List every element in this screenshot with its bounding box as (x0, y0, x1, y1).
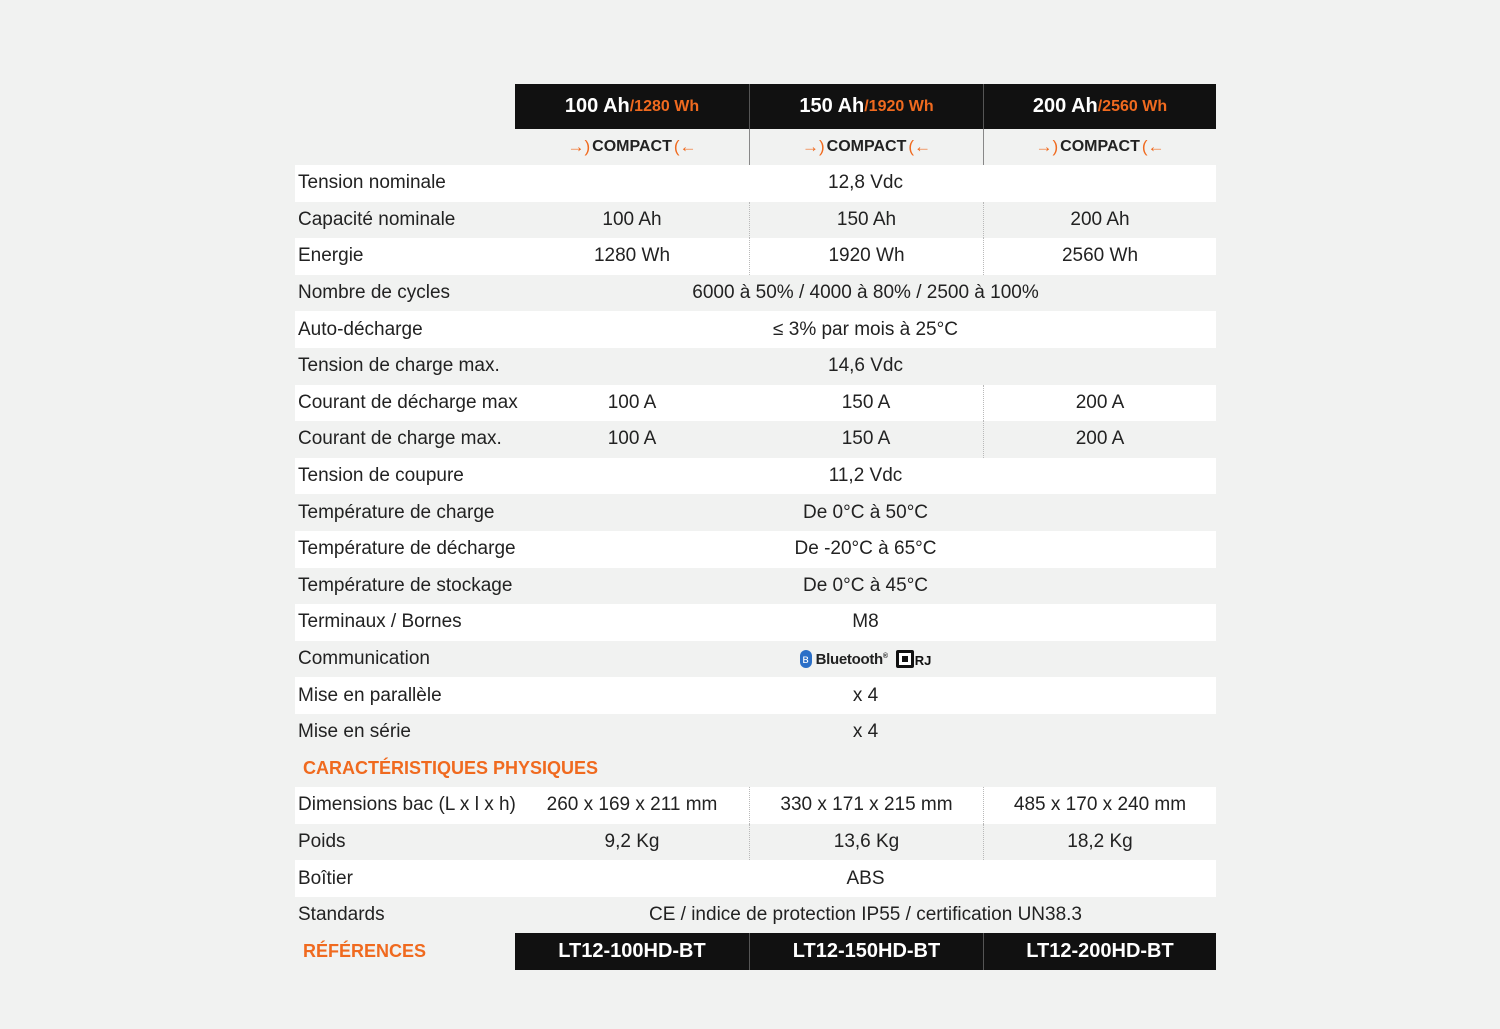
table-row (295, 348, 1216, 385)
reference-code: LT12-200HD-BT (983, 933, 1216, 970)
row-value: 1920 Wh (749, 238, 983, 275)
row-label: Poids (298, 830, 346, 852)
row-value: 2560 Wh (983, 238, 1216, 275)
compact-row (295, 129, 1216, 165)
table-row (295, 714, 1216, 751)
table-row (295, 202, 1216, 239)
row-value: M8 (852, 611, 879, 633)
compact-spacer (295, 129, 515, 165)
row-value: 6000 à 50% / 4000 à 80% / 2500 à 100% (692, 282, 1039, 304)
table-row (295, 494, 1216, 531)
section-title: CARACTÉRISTIQUES PHYSIQUES (303, 758, 599, 779)
bluetooth-logo-text: Bluetooth® (815, 650, 888, 668)
row-value: 150 A (841, 428, 891, 450)
arrow-left-icon: (← (1141, 137, 1165, 156)
row-value: 9,2 Kg (604, 830, 660, 852)
row-value: 485 x 170 x 240 mm (983, 787, 1216, 824)
row-value: x 4 (852, 721, 879, 743)
row-label: Mise en parallèle (298, 684, 442, 706)
arrow-left-icon: (← (673, 137, 697, 156)
row-label: Température de décharge (298, 538, 516, 560)
table-row (295, 311, 1216, 348)
references-title: RÉFÉRENCES (303, 941, 427, 962)
table-row (295, 641, 1216, 678)
row-value: 150 A (841, 391, 891, 413)
table-row (295, 238, 1216, 275)
header-spacer (295, 84, 515, 129)
row-value: 260 x 169 x 211 mm (546, 794, 718, 816)
table-row (295, 568, 1216, 605)
compact-badge: →) COMPACT (← (567, 137, 697, 156)
row-label: Standards (298, 904, 385, 926)
row-value: 18,2 Kg (983, 824, 1216, 861)
table-row (295, 458, 1216, 495)
row-label: Dimensions bac (L x l x h) (298, 794, 516, 816)
row-value: 13,6 Kg (749, 824, 983, 861)
row-value: 100 A (607, 391, 657, 413)
arrow-left-icon: (← (908, 137, 932, 156)
model-header-200: 200 Ah /2560 Wh (983, 84, 1216, 129)
arrow-right-icon: →) (1035, 137, 1059, 156)
row-value: 100 Ah (602, 208, 662, 230)
row-value: 1280 Wh (593, 245, 671, 267)
row-value: ABS (846, 867, 885, 889)
rj-port-icon: RJ (896, 650, 932, 668)
row-label: Communication (298, 648, 430, 670)
reference-code: LT12-150HD-BT (749, 933, 983, 970)
row-value: De 0°C à 50°C (802, 501, 929, 523)
arrow-right-icon: →) (567, 137, 591, 156)
row-value: 12,8 Vdc (828, 172, 903, 194)
model-header-100: 100 Ah /1280 Wh (515, 84, 749, 129)
table-row (295, 531, 1216, 568)
model-header-row (295, 84, 1216, 129)
row-value: 150 Ah (749, 202, 983, 239)
compact-badge: →) COMPACT (← (983, 129, 1216, 165)
bluetooth-icon: ʙ (800, 650, 812, 668)
row-label: Température de stockage (298, 574, 513, 596)
row-label: Terminaux / Bornes (298, 611, 462, 633)
table-row (295, 897, 1216, 934)
table-row (295, 677, 1216, 714)
row-value: De -20°C à 65°C (794, 538, 937, 560)
model-header-150: 150 Ah /1920 Wh (749, 84, 983, 129)
references-row (295, 933, 1216, 970)
row-value: x 4 (852, 684, 879, 706)
row-label: Energie (298, 245, 364, 267)
row-label: Température de charge (298, 501, 495, 523)
section-heading-physical (295, 751, 1216, 788)
row-label: Courant de décharge max (298, 391, 518, 413)
row-label: Mise en série (298, 721, 411, 743)
row-value: De 0°C à 45°C (802, 574, 929, 596)
row-label: Capacité nominale (298, 208, 456, 230)
row-value: 200 A (983, 385, 1216, 422)
row-value: 330 x 171 x 215 mm (749, 787, 983, 824)
row-label: Tension nominale (298, 172, 446, 194)
row-value: 100 A (607, 428, 657, 450)
row-value: 11,2 Vdc (828, 465, 903, 487)
row-label: Boîtier (298, 867, 353, 889)
row-label: Tension de charge max. (298, 355, 500, 377)
table-row (295, 824, 1216, 861)
table-row (295, 604, 1216, 641)
table-row (295, 421, 1216, 458)
table-row (295, 165, 1216, 202)
table-row (295, 275, 1216, 312)
reference-code: LT12-100HD-BT (515, 933, 749, 970)
communication-icons (515, 641, 1216, 678)
spec-table (295, 84, 1216, 970)
row-label: Nombre de cycles (298, 282, 451, 304)
row-value: 200 Ah (983, 202, 1216, 239)
row-label: Tension de coupure (298, 465, 464, 487)
table-row (295, 787, 1216, 824)
table-row (295, 385, 1216, 422)
row-value: 200 A (983, 421, 1216, 458)
row-value: 14,6 Vdc (828, 355, 903, 377)
row-label: Courant de charge max. (298, 428, 502, 450)
row-value: ≤ 3% par mois à 25°C (773, 318, 958, 340)
row-label: Auto-décharge (298, 318, 423, 340)
compact-badge: →) COMPACT (← (749, 129, 983, 165)
arrow-right-icon: →) (801, 137, 825, 156)
row-value: CE / indice de protection IP55 / certification UN38.3 (648, 904, 1082, 926)
table-row (295, 860, 1216, 897)
